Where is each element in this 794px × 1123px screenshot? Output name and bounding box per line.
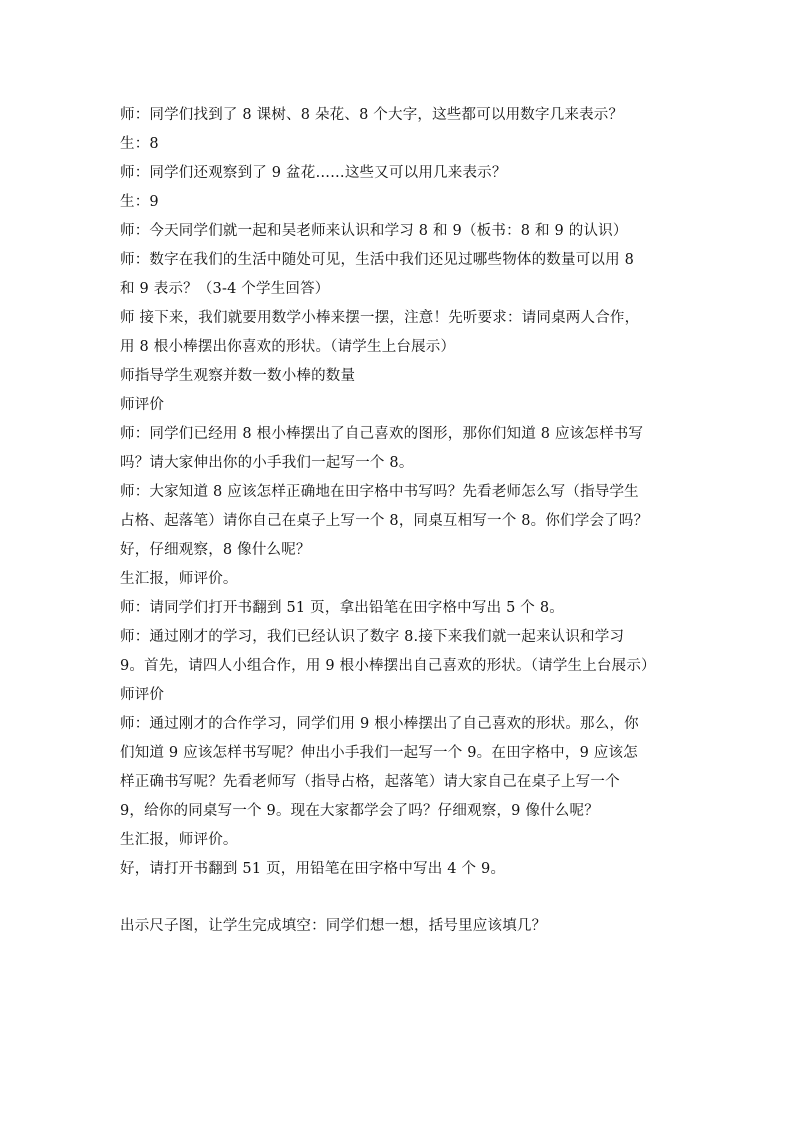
text-line: 生汇报，师评价。 bbox=[120, 832, 238, 848]
text-line: 吗？请大家伸出你的小手我们一起写一个 8。 bbox=[120, 455, 414, 471]
text-line: 师：数字在我们的生活中随处可见，生活中我们还见过哪些物体的数量可以用 8 bbox=[120, 252, 635, 268]
text-line: 师：请同学们打开书翻到 51 页，拿出铅笔在田字格中写出 5 个 8。 bbox=[120, 600, 564, 616]
text-line: 师评价 bbox=[120, 687, 165, 703]
text-line: 9。首先，请四人小组合作，用 9 根小棒摆出自己喜欢的形状。（请学生上台展示） bbox=[120, 658, 656, 674]
text-line: 师评价 bbox=[120, 397, 165, 413]
text-line: 9，给你的同桌写一个 9。现在大家都学会了吗？仔细观察，9 像什么呢？ bbox=[120, 803, 599, 819]
text-line: 师 接下来，我们就要用数学小棒来摆一摆，注意！先听要求：请同桌两人合作， bbox=[120, 310, 640, 326]
text-line: 好，请打开书翻到 51 页，用铅笔在田字格中写出 4 个 9。 bbox=[120, 861, 506, 877]
text-line: 师：同学们还观察到了 9 盆花……这些又可以用几来表示？ bbox=[120, 165, 507, 181]
text-line: 样正确书写呢？先看老师写（指导占格，起落笔）请大家自己在桌子上写一个 bbox=[120, 774, 620, 790]
text-line: 好，仔细观察，8 像什么呢？ bbox=[120, 542, 311, 558]
document-body bbox=[120, 101, 680, 941]
text-line: 生：8 bbox=[120, 136, 159, 152]
text-line: 生：9 bbox=[120, 194, 159, 210]
paragraph-gap bbox=[120, 884, 680, 912]
text-line: 用 8 根小棒摆出你喜欢的形状。（请学生上台展示） bbox=[120, 339, 456, 355]
text-line: 师：今天同学们就一起和吴老师来认识和学习 8 和 9（板书：8 和 9 的认识） bbox=[120, 223, 628, 239]
text-line: 师：通过刚才的学习，我们已经认识了数字 8.接下来我们就一起来认识和学习 bbox=[120, 629, 625, 645]
text-line: 师指导学生观察并数一数小棒的数量 bbox=[120, 368, 356, 384]
text-line: 师：同学们找到了 8 课树、8 朵花、8 个大字，这些都可以用数字几来表示？ bbox=[120, 107, 624, 123]
text-line: 师：同学们已经用 8 根小棒摆出了自己喜欢的图形，那你们知道 8 应该怎样书写 bbox=[120, 426, 644, 442]
text-line: 占格、起落笔）请你自己在桌子上写一个 8，同桌互相写一个 8。你们学会了吗？ bbox=[120, 513, 649, 529]
text-line: 们知道 9 应该怎样书写呢？伸出小手我们一起写一个 9。在田字格中，9 应该怎 bbox=[120, 745, 638, 761]
text-line: 生汇报，师评价。 bbox=[120, 571, 238, 587]
text-line: 师：大家知道 8 应该怎样正确地在田字格中书写吗？先看老师怎么写（指导学生 bbox=[120, 484, 639, 500]
text-line: 师：通过刚才的合作学习，同学们用 9 根小棒摆出了自己喜欢的形状。那么，你 bbox=[120, 716, 639, 732]
final-text-line: 出示尺子图，让学生完成填空：同学们想一想，括号里应该填几？ bbox=[120, 918, 547, 934]
text-line: 和 9 表示？（3-4 个学生回答） bbox=[120, 281, 330, 297]
